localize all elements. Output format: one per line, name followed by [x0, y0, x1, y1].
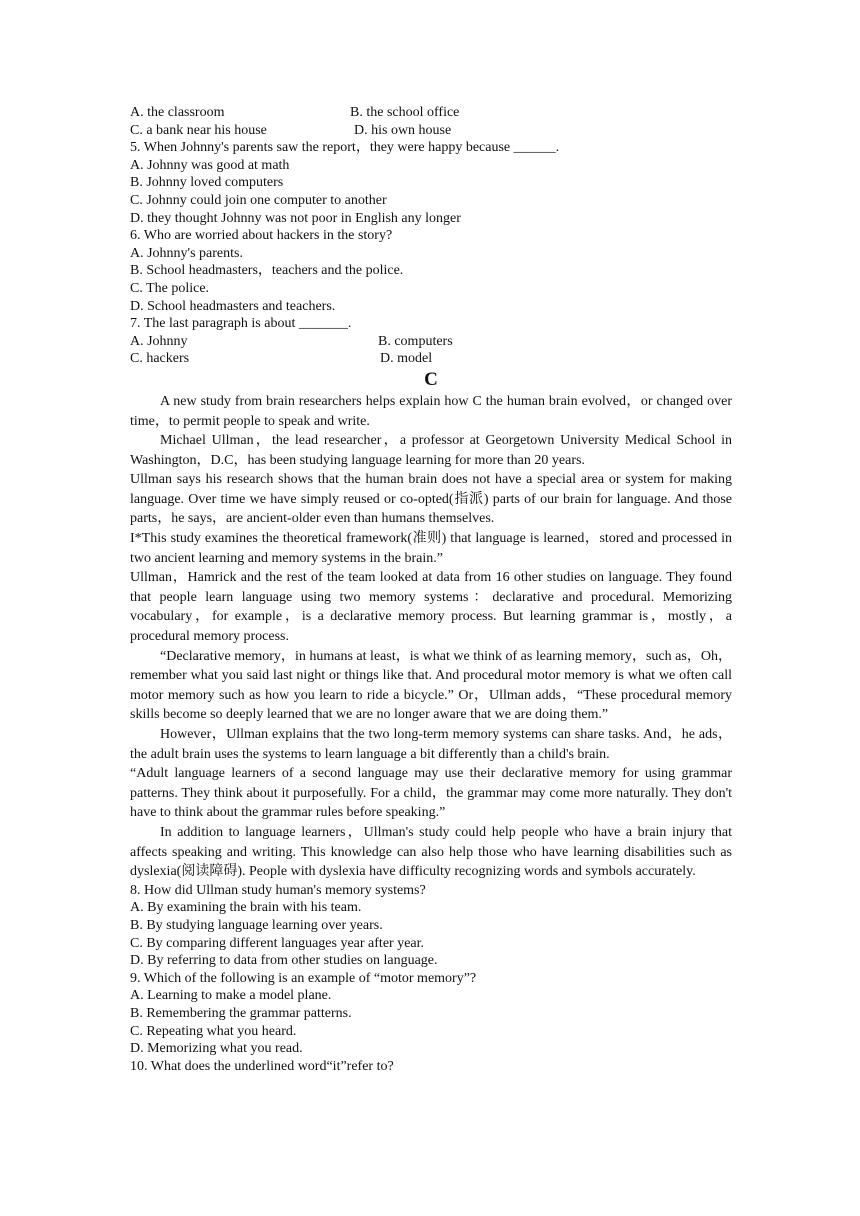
q9-stem: 9. Which of the following is an example of “motor memory”? [130, 970, 477, 986]
q4-options-row-2 [130, 122, 732, 140]
q5-option-d: D. they thought Johnny was not poor in English any longer [130, 210, 461, 226]
q10-block [130, 1058, 732, 1076]
passage-paragraph-2: Michael Ullman，the lead researcher，a professor at Georgetown University Medical School in Washington，D.C，has been studying language learning for more than 20 years. [130, 433, 732, 468]
q9-option-c: C. Repeating what you heard. [130, 1023, 297, 1039]
q6-option-c: C. The police. [130, 280, 210, 296]
q5-stem: 5. When Johnny's parents saw the report，they were happy because ______. [130, 140, 560, 156]
passage-paragraph-3: Ullman says his research shows that the human brain does not have a special area or system for making language. Over time we have simply reused or co-opted(指派) parts of our brain for language. And those parts，he says，are ancient-older even than humans themselves. [130, 472, 732, 527]
q6-option-a: A. Johnny's parents. [130, 245, 243, 261]
q7-options-row-1 [130, 333, 732, 351]
section-c-title: C [424, 368, 438, 390]
q9-option-a: A. Learning to make a model plane. [130, 988, 332, 1004]
passage-paragraph-8: “Adult language learners of a second language may use their declarative memory for using grammar patterns. They think about it purposefully. For a child，the grammar may come more naturally. They don't have to think about the grammar rules before speaking.” [130, 766, 732, 821]
passage-paragraph-7: However，Ullman explains that the two long-term memory systems can share tasks. And，he ads，the adult brain uses the systems to learn language a bit differently than a child's brain. [130, 727, 732, 762]
q7-options-row-2 [130, 350, 732, 368]
q5-option-b: B. Johnny loved computers [130, 175, 284, 191]
q9-option-b: B. Remembering the grammar patterns. [130, 1005, 352, 1021]
q4-option-b: B. the school office [350, 105, 460, 120]
q5-option-c: C. Johnny could join one computer to another [130, 192, 387, 208]
q4-option-d: D. his own house [354, 122, 452, 138]
passage-paragraph-5: Ullman，Hamrick and the rest of the team looked at data from 16 other studies on language. They found that people learn language using two memory systems：declarative and procedural. Memorizing vocabulary，for example，is a declarative memory process. But learning grammar is，mostly，a procedural memory process. [130, 570, 732, 645]
q7-stem: 7. The last paragraph is about _______. [130, 316, 352, 332]
q5-option-a: A. Johnny was good at math [130, 157, 290, 173]
q7-option-a: A. Johnny [130, 333, 188, 349]
q6-option-b: B. School headmasters，teachers and the police. [130, 263, 404, 279]
q8-option-c: C. By comparing different languages year after year. [130, 935, 425, 951]
q7-option-d: D. model [380, 351, 433, 367]
q8-option-d: D. By referring to data from other studies on language. [130, 953, 438, 969]
q9-block [130, 970, 732, 1058]
q9-option-d: D. Memorizing what you read. [130, 1041, 303, 1057]
passage-paragraph-9: In addition to language learners，Ullman's study could help people who have a brain injury that affects speaking and writing. This knowledge can also help those who have learning disabilities such as dyslexia(阅读障碍). People with dyslexia have difficulty recognizing words and symbols accurately. [130, 824, 732, 880]
q6-stem: 6. Who are worried about hackers in the story? [130, 228, 393, 244]
q8-option-b: B. By studying language learning over years. [130, 917, 383, 933]
q8-block [130, 882, 732, 970]
passage-paragraph-4: I*This study examines the theoretical framework(准则) that language is learned，stored and processed in two ancient learning and memory systems in the brain.” [130, 531, 732, 566]
q8-stem: 8. How did Ullman study human's memory systems? [130, 882, 426, 898]
q10-stem: 10. What does the underlined word“it”refer to? [130, 1058, 394, 1074]
q4-options-row-1 [130, 104, 732, 122]
q4-option-a: A. the classroom [130, 105, 225, 120]
q7-option-b: B. computers [378, 333, 453, 349]
q4-option-c: C. a bank near his house [130, 122, 267, 138]
passage-paragraph-6: “Declarative memory，in humans at least，is what we think of as learning memory，such as，Oh，remember what you said last night or things like that. And procedural motor memory is what we often call motor memory such as how you learn to ride a bicycle.” Or，Ullman adds，“These procedural memory skills become so deeply learned that we are no longer aware that we are doing them.” [130, 648, 732, 723]
passage-paragraph-1: A new study from brain researchers helps explain how C the human brain evolved，or changed over time，to permit people to speak and write. [130, 393, 732, 429]
worksheet-page [130, 104, 732, 1075]
q7-option-c: C. hackers [130, 351, 190, 367]
q8-option-a: A. By examining the brain with his team. [130, 900, 362, 916]
q6-option-d: D. School headmasters and teachers. [130, 298, 336, 314]
